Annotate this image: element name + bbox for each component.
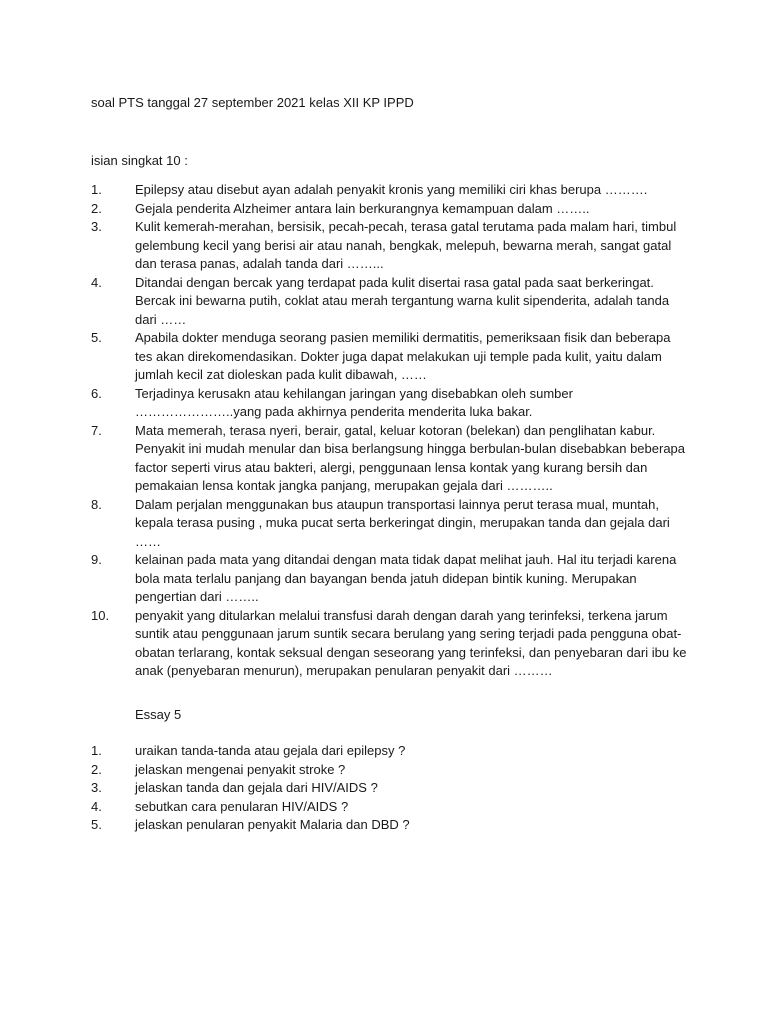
question-text: sebutkan cara penularan HIV/AIDS ? <box>135 798 349 814</box>
question-number: 2. <box>91 761 102 777</box>
question-text: uraikan tanda-tanda atau gejala dari epilepsy ? <box>135 743 406 758</box>
question-number: 9. <box>91 552 102 567</box>
question-number: 10. <box>91 607 110 623</box>
question-number: 3. <box>91 780 102 795</box>
isian-question-8 <box>91 496 691 552</box>
isian-question-2 <box>91 200 691 219</box>
question-text: jelaskan mengenai penyakit stroke ? <box>135 761 346 777</box>
isian-question-1 <box>91 181 691 200</box>
question-number: 4. <box>91 798 102 814</box>
question-number: 1. <box>91 182 102 197</box>
essay-question-2 <box>91 761 691 780</box>
isian-section-label: isian singkat 10 : <box>91 153 188 168</box>
essay-question-1 <box>91 742 691 761</box>
question-text: kelainan pada mata yang ditandai dengan mata tidak dapat melihat jauh. Hal itu terjadi karena bola mata terlalu panjang dan bayangan benda jatuh didepan bintik kuning. Merupakan pengertian dari …….. <box>135 552 677 604</box>
question-number: 6. <box>91 385 102 401</box>
question-number: 4. <box>91 274 102 290</box>
question-text: Mata memerah, terasa nyeri, berair, gatal, keluar kotoran (belekan) dan penglihatan kabur. Penyakit ini mudah menular dan bisa berlangsung hingga berbulan-bulan disebabkan beberapa factor seperti virus atau bakteri, alergi, penggunaan lensa kontak yang kurang bersih dan pemakaian lensa kontak jangka panjang, merupakan gejala dari ……….. <box>135 422 686 493</box>
isian-question-3 <box>91 218 691 274</box>
question-text: Apabila dokter menduga seorang pasien memiliki dermatitis, pemeriksaan fisik dan beberapa tes akan direkomendasikan. Dokter juga dapat melakukan uji temple pada kulit, yaitu dalam jumlah kecil zat dioleskan pada kulit dibawah, …… <box>135 330 671 382</box>
isian-question-10 <box>91 607 691 681</box>
essay-question-3 <box>91 779 691 798</box>
isian-question-6 <box>91 385 691 422</box>
question-text: Terjadinya kerusakn atau kehilangan jaringan yang disebabkan oleh sumber …………………..yang pada akhirnya penderita menderita luka bakar. <box>135 385 573 419</box>
question-text: Dalam perjalan menggunakan bus ataupun transportasi lainnya perut terasa mual, muntah, kepala terasa pusing , muka pucat serta berkeringat dingin, merupakan tanda dan gejala dari …… <box>135 496 670 549</box>
question-number: 2. <box>91 200 102 216</box>
question-text: Epilepsy atau disebut ayan adalah penyakit kronis yang memiliki ciri khas berupa ………. <box>135 182 648 197</box>
question-number: 3. <box>91 219 102 234</box>
question-text: penyakit yang ditularkan melalui transfusi darah dengan darah yang terinfeksi, terkena jarum suntik atau penggunaan jarum suntik secara berulang yang sering terjadi pada pengguna obat-obatan terlarang, kontak seksual dengan seseorang yang terinfeksi, dan penyebaran dari ibu ke anak (penyebaran menurun), merupakan penularan penyakit dari ……… <box>135 607 687 678</box>
question-number: 1. <box>91 743 102 758</box>
question-text: Gejala penderita Alzheimer antara lain berkurangnya kemampuan dalam …….. <box>135 200 590 216</box>
question-number: 5. <box>91 330 102 345</box>
isian-question-4 <box>91 274 691 330</box>
isian-question-5 <box>91 329 691 385</box>
question-text: Kulit kemerah-merahan, bersisik, pecah-pecah, terasa gatal terutama pada malam hari, timbul gelembung kecil yang berisi air atau nanah, bengkak, melepuh, bewarna merah, sangat gatal dan terasa panas, adalah tanda dari ……... <box>135 219 677 271</box>
question-text: Ditandai dengan bercak yang terdapat pada kulit disertai rasa gatal pada saat berkeringat. Bercak ini bewarna putih, coklat atau merah tergantung warna kulit sipenderita, adalah tanda dari …… <box>135 274 670 327</box>
document-title: soal PTS tanggal 27 september 2021 kelas XII KP IPPD <box>91 95 414 110</box>
question-number: 5. <box>91 817 102 832</box>
essay-section-label: Essay 5 <box>135 707 182 722</box>
question-text: jelaskan penularan penyakit Malaria dan DBD ? <box>135 817 410 832</box>
question-text: jelaskan tanda dan gejala dari HIV/AIDS ? <box>135 780 378 795</box>
essay-question-4 <box>91 798 691 817</box>
question-number: 7. <box>91 422 102 438</box>
isian-question-7 <box>91 422 691 496</box>
question-number: 8. <box>91 496 102 512</box>
isian-question-9 <box>91 551 691 607</box>
isian-question-list <box>91 181 691 681</box>
essay-question-5 <box>91 816 691 835</box>
essay-question-list <box>91 742 691 835</box>
